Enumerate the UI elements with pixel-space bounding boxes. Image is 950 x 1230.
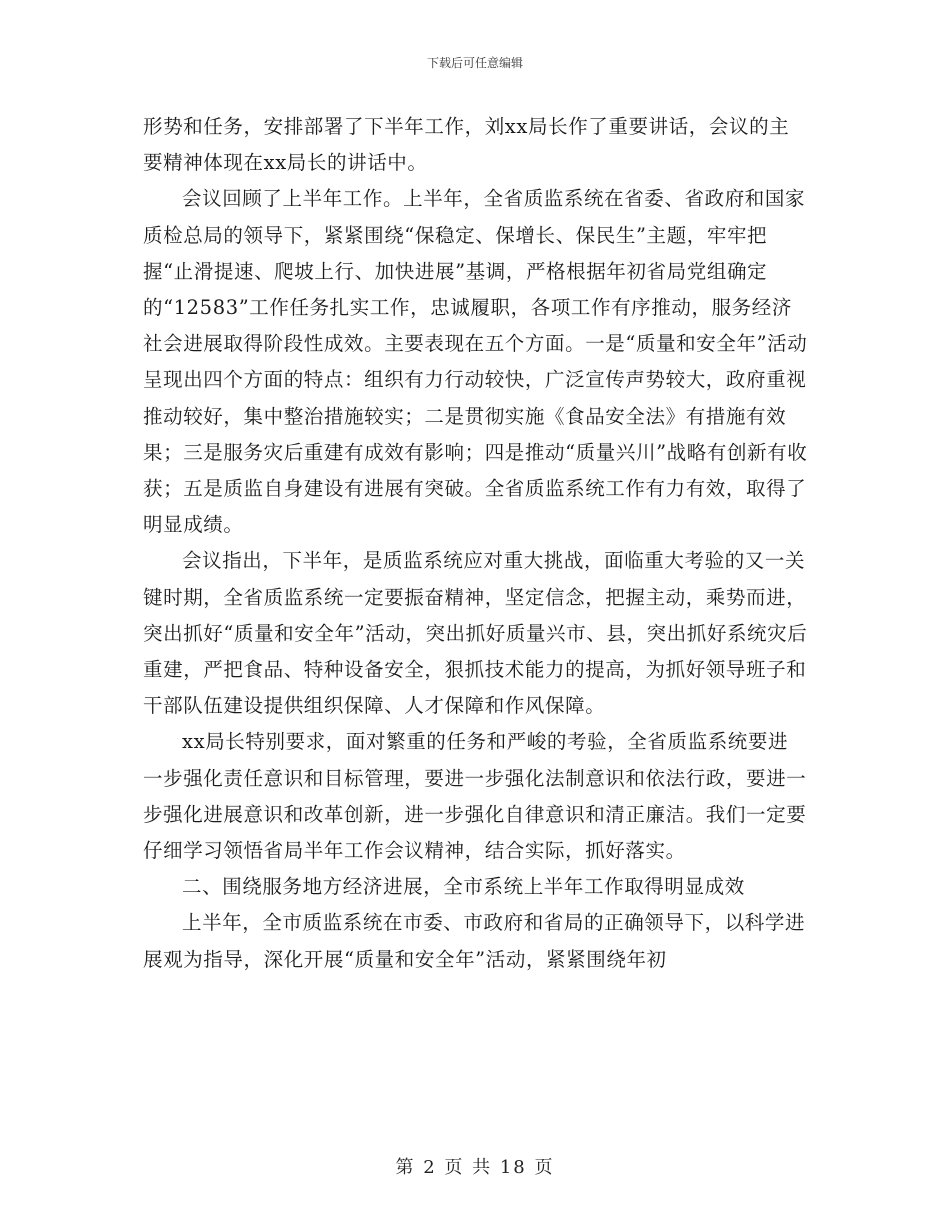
paragraph-requirements: xx局长特别要求，面对繁重的任务和严峻的考验，全省质监系统要进一步强化责任意识和目标管理，要进一步强化法制意识和依法行政，要进一步强化进展意识和改革创新，进一步强化自律意识和清正廉洁。我们一定要仔细学习领悟省局半年工作会议精神，结合实际，抓好落实。 xyxy=(143,730,807,863)
body-text xyxy=(143,109,808,978)
paragraph-continuation: 形势和任务，安排部署了下半年工作，刘xx局长作了重要讲话，会议的主要精神体现在xx局长的讲话中。 xyxy=(143,115,790,175)
paragraph-city-summary: 上半年，全市质监系统在市委、市政府和省局的正确领导下，以科学进展观为指导，深化开展“质量和安全年”活动，紧紧围绕年初 xyxy=(143,911,806,971)
paragraph-second-half: 会议指出，下半年，是质监系统应对重大挑战，面临重大考验的又一关键时期，全省质监系统一定要振奋精神，坚定信念，把握主动，乘势而进，突出抓好“质量和安全年”活动，突出抓好质量兴市、县，突出抓好系统灾后重建，严把食品、特种设备安全，狠抓技术能力的提高，为抓好领导班子和干部队伍建设提供组织保障、人才保障和作风保障。 xyxy=(143,549,808,718)
section-heading: 二、围绕服务地方经济进展，全市系统上半年工作取得明显成效 xyxy=(182,875,745,899)
page-number-footer: 第 2 页 共 18 页 xyxy=(395,1157,555,1178)
header-note: 下载后可任意编辑 xyxy=(426,56,523,70)
paragraph-review: 会议回顾了上半年工作。上半年，全省质监系统在省委、省政府和国家质检总局的领导下，紧紧围绕“保稳定、保增长、保民生”主题，牢牢把握“止滑提速、爬坡上行、加快进展”基调，严格根据年初省局党组确定的“12583”工作任务扎实工作，忠诚履职，各项工作有序推动，服务经济社会进展取得阶段性成效。主要表现在五个方面。一是“质量和安全年”活动呈现出四个方面的特点：组织有力行动较快，广泛宣传声势较大，政府重视推动较好，集中整治措施较实；二是贯彻实施《食品安全法》有措施有效果；三是服务灾后重建有成效有影响；四是推动“质量兴川”战略有创新有收获；五是质监自身建设有进展有突破。全省质监系统工作有力有效，取得了明显成绩。 xyxy=(143,187,808,537)
